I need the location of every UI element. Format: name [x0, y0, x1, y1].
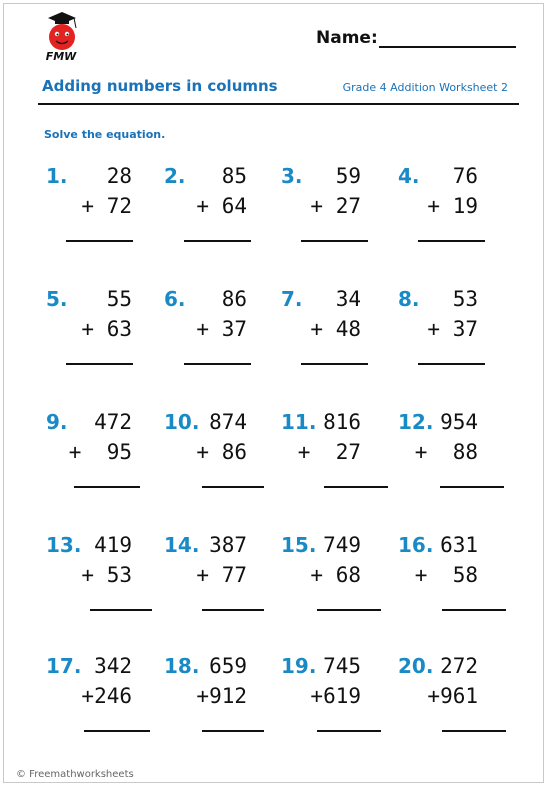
second-addend: + 63: [81, 317, 132, 341]
answer-line[interactable]: [442, 609, 506, 611]
first-addend: 85: [221, 164, 247, 188]
problem-number: 8.: [398, 287, 420, 311]
first-addend: 874: [209, 410, 247, 434]
answer-line[interactable]: [301, 363, 368, 365]
first-addend: 59: [335, 164, 361, 188]
problem-number: 20.: [398, 654, 434, 678]
copyright-footer: © Freemathworksheets: [16, 769, 134, 780]
problem-number: 4.: [398, 164, 420, 188]
second-addend: + 58: [414, 563, 478, 587]
answer-line[interactable]: [202, 486, 264, 488]
problem-number: 5.: [46, 287, 68, 311]
first-addend: 55: [106, 287, 132, 311]
first-addend: 749: [323, 533, 361, 557]
problem-number: 16.: [398, 533, 434, 557]
first-addend: 419: [94, 533, 132, 557]
addition-problem: [46, 164, 132, 274]
second-addend: + 37: [427, 317, 478, 341]
problem-number: 18.: [164, 654, 200, 678]
first-addend: 472: [94, 410, 132, 434]
answer-line[interactable]: [440, 486, 504, 488]
worksheet-subtitle: Grade 4 Addition Worksheet 2: [342, 81, 508, 94]
answer-line[interactable]: [74, 486, 140, 488]
answer-line[interactable]: [324, 486, 388, 488]
addition-problem: [46, 654, 132, 764]
answer-line[interactable]: [184, 240, 251, 242]
addition-problem: [46, 533, 132, 643]
first-addend: 86: [221, 287, 247, 311]
addition-problem: [164, 287, 247, 397]
first-addend: 954: [440, 410, 478, 434]
first-addend: 816: [323, 410, 361, 434]
answer-line[interactable]: [317, 609, 381, 611]
addition-problem: [398, 410, 478, 520]
problem-number: 9.: [46, 410, 68, 434]
addition-problem: [281, 654, 361, 764]
answer-line[interactable]: [90, 609, 152, 611]
second-addend: + 95: [68, 440, 132, 464]
second-addend: + 37: [196, 317, 247, 341]
problem-number: 2.: [164, 164, 186, 188]
problem-number: 7.: [281, 287, 303, 311]
problem-number: 1.: [46, 164, 68, 188]
addition-problem: [164, 164, 247, 274]
addition-problem: [164, 533, 247, 643]
second-addend: + 68: [310, 563, 361, 587]
second-addend: + 88: [414, 440, 478, 464]
first-addend: 631: [440, 533, 478, 557]
title-divider: [38, 103, 519, 105]
addition-problem: [164, 410, 247, 520]
second-addend: +246: [81, 684, 132, 708]
second-addend: + 27: [297, 440, 361, 464]
addition-problem: [398, 164, 478, 274]
instruction-text: Solve the equation.: [44, 128, 166, 141]
second-addend: + 19: [427, 194, 478, 218]
addition-problem: [398, 654, 478, 764]
second-addend: + 27: [310, 194, 361, 218]
second-addend: +912: [196, 684, 247, 708]
second-addend: + 64: [196, 194, 247, 218]
addition-problem: [398, 287, 478, 397]
addition-problem: [164, 654, 247, 764]
addition-problem: [281, 287, 361, 397]
answer-line[interactable]: [317, 730, 381, 732]
addition-problem: [46, 410, 132, 520]
answer-line[interactable]: [418, 240, 485, 242]
answer-line[interactable]: [301, 240, 368, 242]
answer-line[interactable]: [202, 730, 264, 732]
addition-problem: [46, 287, 132, 397]
second-addend: + 72: [81, 194, 132, 218]
problem-number: 12.: [398, 410, 434, 434]
first-addend: 342: [94, 654, 132, 678]
second-addend: + 48: [310, 317, 361, 341]
problem-number: 13.: [46, 533, 82, 557]
first-addend: 745: [323, 654, 361, 678]
second-addend: +619: [310, 684, 361, 708]
problem-number: 15.: [281, 533, 317, 557]
first-addend: 53: [452, 287, 478, 311]
answer-line[interactable]: [66, 363, 133, 365]
page-title: Adding numbers in columns: [42, 77, 278, 95]
answer-line[interactable]: [184, 363, 251, 365]
addition-problem: [281, 164, 361, 274]
problem-number: 17.: [46, 654, 82, 678]
problem-number: 19.: [281, 654, 317, 678]
second-addend: + 77: [196, 563, 247, 587]
second-addend: + 53: [81, 563, 132, 587]
first-addend: 76: [452, 164, 478, 188]
first-addend: 387: [209, 533, 247, 557]
worksheet-page: [3, 3, 544, 783]
problem-number: 3.: [281, 164, 303, 188]
first-addend: 272: [440, 654, 478, 678]
first-addend: 659: [209, 654, 247, 678]
answer-line[interactable]: [84, 730, 150, 732]
second-addend: + 86: [196, 440, 247, 464]
name-label: Name:: [316, 28, 378, 48]
addition-problem: [281, 410, 361, 520]
problem-number: 14.: [164, 533, 200, 557]
problem-number: 10.: [164, 410, 200, 434]
name-field-line[interactable]: [379, 46, 516, 48]
answer-line[interactable]: [66, 240, 133, 242]
addition-problem: [398, 533, 478, 643]
problem-number: 6.: [164, 287, 186, 311]
answer-line[interactable]: [442, 730, 506, 732]
first-addend: 34: [335, 287, 361, 311]
answer-line[interactable]: [418, 363, 485, 365]
second-addend: +961: [427, 684, 478, 708]
first-addend: 28: [106, 164, 132, 188]
problem-number: 11.: [281, 410, 317, 434]
addition-problem: [281, 533, 361, 643]
answer-line[interactable]: [202, 609, 264, 611]
logo-text: FMW: [45, 50, 77, 63]
